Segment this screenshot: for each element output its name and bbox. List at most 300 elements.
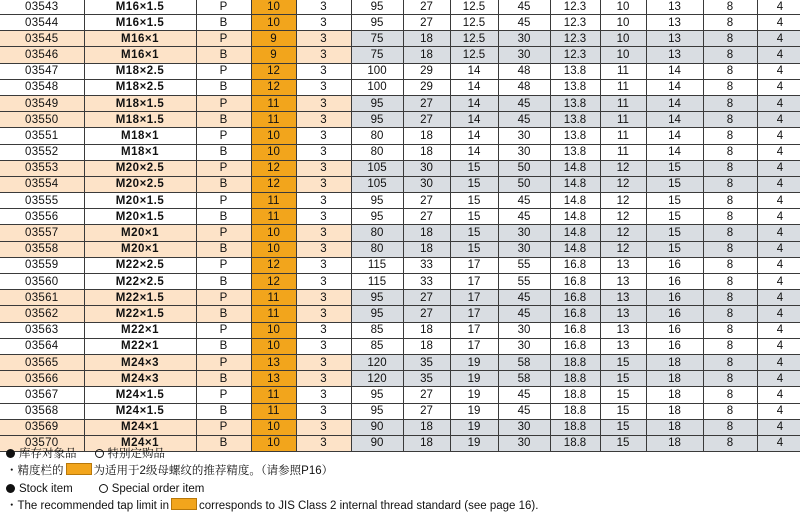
cell-value: 30 bbox=[403, 160, 450, 176]
cell-thread-size: M20×2.5 bbox=[84, 160, 196, 176]
special-order-icon bbox=[99, 484, 108, 493]
cell-type: P bbox=[196, 225, 251, 241]
cell-value: 8 bbox=[703, 95, 757, 111]
cell-item-code: 03566 bbox=[0, 371, 84, 387]
table-row bbox=[0, 371, 800, 387]
cell-value: 3 bbox=[296, 193, 351, 209]
cell-value: 18.8 bbox=[550, 354, 600, 370]
cell-value: 45 bbox=[498, 193, 550, 209]
cell-value: 95 bbox=[351, 387, 403, 403]
cell-type: P bbox=[196, 257, 251, 273]
cell-value: 4 bbox=[757, 403, 800, 419]
cell-value: 18.8 bbox=[550, 403, 600, 419]
cell-value: 13 bbox=[600, 306, 646, 322]
cell-value: 8 bbox=[703, 176, 757, 192]
cell-tap-limit: 10 bbox=[251, 0, 296, 15]
cell-value: 115 bbox=[351, 274, 403, 290]
cell-item-code: 03552 bbox=[0, 144, 84, 160]
cell-value: 95 bbox=[351, 290, 403, 306]
cell-value: 27 bbox=[403, 193, 450, 209]
cell-tap-limit: 9 bbox=[251, 31, 296, 47]
table-row bbox=[0, 403, 800, 419]
cell-value: 30 bbox=[498, 419, 550, 435]
cell-value: 12.5 bbox=[450, 47, 498, 63]
table-row bbox=[0, 31, 800, 47]
cell-value: 4 bbox=[757, 274, 800, 290]
cell-value: 12 bbox=[600, 209, 646, 225]
cell-value: 90 bbox=[351, 419, 403, 435]
cell-value: 12.5 bbox=[450, 0, 498, 15]
cell-value: 18.8 bbox=[550, 435, 600, 451]
cell-value: 17 bbox=[450, 322, 498, 338]
cell-value: 13.8 bbox=[550, 144, 600, 160]
table-row bbox=[0, 290, 800, 306]
cell-value: 11 bbox=[600, 128, 646, 144]
cell-value: 55 bbox=[498, 257, 550, 273]
cell-thread-size: M18×1 bbox=[84, 144, 196, 160]
cell-value: 3 bbox=[296, 15, 351, 31]
cell-value: 14 bbox=[646, 95, 703, 111]
cell-value: 45 bbox=[498, 290, 550, 306]
cell-value: 15 bbox=[450, 193, 498, 209]
cell-value: 100 bbox=[351, 79, 403, 95]
cell-value: 4 bbox=[757, 63, 800, 79]
cell-value: 18 bbox=[403, 322, 450, 338]
cell-value: 75 bbox=[351, 47, 403, 63]
cell-type: B bbox=[196, 241, 251, 257]
cell-value: 95 bbox=[351, 403, 403, 419]
cell-item-code: 03561 bbox=[0, 290, 84, 306]
cell-value: 4 bbox=[757, 193, 800, 209]
cell-value: 18.8 bbox=[550, 371, 600, 387]
table-row bbox=[0, 193, 800, 209]
cell-value: 8 bbox=[703, 338, 757, 354]
cell-value: 16 bbox=[646, 306, 703, 322]
cell-item-code: 03558 bbox=[0, 241, 84, 257]
cell-value: 100 bbox=[351, 63, 403, 79]
cell-thread-size: M22×2.5 bbox=[84, 257, 196, 273]
cell-value: 8 bbox=[703, 31, 757, 47]
cell-value: 8 bbox=[703, 128, 757, 144]
cell-tap-limit: 11 bbox=[251, 193, 296, 209]
table-row bbox=[0, 144, 800, 160]
cell-tap-limit: 10 bbox=[251, 225, 296, 241]
cell-type: B bbox=[196, 306, 251, 322]
cell-value: 18 bbox=[403, 435, 450, 451]
cell-type: B bbox=[196, 112, 251, 128]
cell-value: 14.8 bbox=[550, 209, 600, 225]
cell-thread-size: M18×1.5 bbox=[84, 95, 196, 111]
cell-value: 18 bbox=[403, 47, 450, 63]
cell-thread-size: M18×2.5 bbox=[84, 79, 196, 95]
cell-value: 8 bbox=[703, 290, 757, 306]
table-row bbox=[0, 47, 800, 63]
cell-thread-size: M18×1 bbox=[84, 128, 196, 144]
cell-item-code: 03560 bbox=[0, 274, 84, 290]
cell-value: 8 bbox=[703, 322, 757, 338]
cell-tap-limit: 11 bbox=[251, 403, 296, 419]
cell-value: 4 bbox=[757, 419, 800, 435]
cell-value: 13.8 bbox=[550, 95, 600, 111]
cell-value: 16 bbox=[646, 322, 703, 338]
cell-item-code: 03564 bbox=[0, 338, 84, 354]
cell-value: 4 bbox=[757, 306, 800, 322]
cell-type: P bbox=[196, 31, 251, 47]
cell-value: 15 bbox=[450, 176, 498, 192]
legend-en-stock: Stock item bbox=[19, 483, 73, 495]
cell-value: 12 bbox=[600, 193, 646, 209]
cell-value: 17 bbox=[450, 306, 498, 322]
cell-type: P bbox=[196, 354, 251, 370]
cell-value: 16.8 bbox=[550, 274, 600, 290]
cell-value: 18.8 bbox=[550, 419, 600, 435]
cell-item-code: 03570 bbox=[0, 435, 84, 451]
cell-type: B bbox=[196, 209, 251, 225]
cell-thread-size: M24×1 bbox=[84, 435, 196, 451]
cell-type: P bbox=[196, 95, 251, 111]
cell-item-code: 03569 bbox=[0, 419, 84, 435]
legend-cn-line1 bbox=[6, 447, 796, 463]
cell-value: 45 bbox=[498, 112, 550, 128]
cell-value: 4 bbox=[757, 128, 800, 144]
cell-value: 4 bbox=[757, 160, 800, 176]
cell-value: 8 bbox=[703, 371, 757, 387]
cell-value: 45 bbox=[498, 95, 550, 111]
cell-value: 35 bbox=[403, 354, 450, 370]
cell-value: 3 bbox=[296, 79, 351, 95]
cell-value: 15 bbox=[646, 209, 703, 225]
cell-thread-size: M16×1 bbox=[84, 47, 196, 63]
cell-value: 85 bbox=[351, 322, 403, 338]
cell-value: 8 bbox=[703, 241, 757, 257]
cell-value: 15 bbox=[646, 160, 703, 176]
cell-value: 12 bbox=[600, 241, 646, 257]
cell-value: 13 bbox=[646, 47, 703, 63]
cell-value: 4 bbox=[757, 112, 800, 128]
table-row bbox=[0, 95, 800, 111]
cell-value: 14 bbox=[450, 79, 498, 95]
cell-value: 12.3 bbox=[550, 0, 600, 15]
cell-value: 45 bbox=[498, 0, 550, 15]
cell-item-code: 03547 bbox=[0, 63, 84, 79]
cell-value: 13.8 bbox=[550, 128, 600, 144]
cell-value: 8 bbox=[703, 144, 757, 160]
cell-value: 4 bbox=[757, 435, 800, 451]
cell-value: 120 bbox=[351, 354, 403, 370]
cell-value: 45 bbox=[498, 209, 550, 225]
cell-value: 15 bbox=[450, 209, 498, 225]
cell-thread-size: M22×1 bbox=[84, 322, 196, 338]
cell-tap-limit: 11 bbox=[251, 95, 296, 111]
legend-cn-prefix: ・精度栏的 bbox=[6, 464, 64, 477]
cell-value: 12.3 bbox=[550, 31, 600, 47]
cell-value: 18.8 bbox=[550, 387, 600, 403]
legend-en-prefix: ・The recommended tap limit in bbox=[6, 499, 169, 512]
cell-tap-limit: 11 bbox=[251, 306, 296, 322]
cell-value: 3 bbox=[296, 95, 351, 111]
cell-value: 4 bbox=[757, 95, 800, 111]
cell-value: 45 bbox=[498, 403, 550, 419]
cell-value: 50 bbox=[498, 160, 550, 176]
cell-value: 10 bbox=[600, 31, 646, 47]
cell-value: 30 bbox=[498, 241, 550, 257]
cell-value: 4 bbox=[757, 225, 800, 241]
cell-thread-size: M20×1.5 bbox=[84, 209, 196, 225]
cell-value: 45 bbox=[498, 15, 550, 31]
cell-value: 11 bbox=[600, 63, 646, 79]
cell-value: 4 bbox=[757, 176, 800, 192]
cell-thread-size: M24×3 bbox=[84, 371, 196, 387]
cell-value: 15 bbox=[600, 435, 646, 451]
cell-value: 15 bbox=[646, 176, 703, 192]
table-row bbox=[0, 241, 800, 257]
cell-item-code: 03550 bbox=[0, 112, 84, 128]
cell-value: 10 bbox=[600, 15, 646, 31]
cell-tap-limit: 10 bbox=[251, 338, 296, 354]
cell-value: 58 bbox=[498, 354, 550, 370]
cell-tap-limit: 10 bbox=[251, 322, 296, 338]
cell-value: 15 bbox=[600, 371, 646, 387]
cell-value: 3 bbox=[296, 354, 351, 370]
cell-thread-size: M22×2.5 bbox=[84, 274, 196, 290]
cell-value: 15 bbox=[646, 241, 703, 257]
cell-value: 4 bbox=[757, 0, 800, 15]
legend-en-suffix: corresponds to JIS Class 2 internal thread standard (see page 16). bbox=[198, 499, 539, 512]
cell-item-code: 03555 bbox=[0, 193, 84, 209]
table-row bbox=[0, 176, 800, 192]
cell-value: 4 bbox=[757, 338, 800, 354]
cell-value: 4 bbox=[757, 15, 800, 31]
cell-value: 14 bbox=[450, 128, 498, 144]
cell-value: 8 bbox=[703, 403, 757, 419]
cell-thread-size: M20×2.5 bbox=[84, 176, 196, 192]
cell-value: 18 bbox=[403, 419, 450, 435]
cell-item-code: 03553 bbox=[0, 160, 84, 176]
cell-thread-size: M20×1.5 bbox=[84, 193, 196, 209]
cell-type: P bbox=[196, 0, 251, 15]
cell-tap-limit: 10 bbox=[251, 241, 296, 257]
cell-tap-limit: 12 bbox=[251, 79, 296, 95]
cell-tap-limit: 11 bbox=[251, 209, 296, 225]
cell-item-code: 03565 bbox=[0, 354, 84, 370]
table-row bbox=[0, 354, 800, 370]
cell-type: B bbox=[196, 403, 251, 419]
cell-value: 30 bbox=[498, 338, 550, 354]
cell-thread-size: M16×1 bbox=[84, 31, 196, 47]
table-row bbox=[0, 387, 800, 403]
cell-type: P bbox=[196, 290, 251, 306]
cell-value: 8 bbox=[703, 79, 757, 95]
cell-value: 3 bbox=[296, 371, 351, 387]
table-row bbox=[0, 306, 800, 322]
cell-value: 27 bbox=[403, 95, 450, 111]
cell-value: 10 bbox=[600, 47, 646, 63]
cell-value: 16.8 bbox=[550, 257, 600, 273]
cell-value: 3 bbox=[296, 241, 351, 257]
cell-item-code: 03545 bbox=[0, 31, 84, 47]
cell-value: 19 bbox=[450, 419, 498, 435]
cell-value: 17 bbox=[450, 257, 498, 273]
cell-value: 3 bbox=[296, 403, 351, 419]
cell-value: 14.8 bbox=[550, 225, 600, 241]
cell-value: 105 bbox=[351, 176, 403, 192]
cell-value: 14.8 bbox=[550, 176, 600, 192]
cell-value: 13 bbox=[600, 257, 646, 273]
cell-type: B bbox=[196, 435, 251, 451]
cell-value: 3 bbox=[296, 0, 351, 15]
cell-tap-limit: 12 bbox=[251, 63, 296, 79]
cell-thread-size: M18×1.5 bbox=[84, 112, 196, 128]
cell-value: 13 bbox=[646, 31, 703, 47]
table-row bbox=[0, 419, 800, 435]
cell-value: 3 bbox=[296, 435, 351, 451]
cell-value: 3 bbox=[296, 112, 351, 128]
cell-tap-limit: 13 bbox=[251, 371, 296, 387]
cell-value: 30 bbox=[498, 144, 550, 160]
table-row bbox=[0, 257, 800, 273]
cell-value: 18 bbox=[646, 354, 703, 370]
cell-value: 3 bbox=[296, 209, 351, 225]
cell-value: 18 bbox=[646, 435, 703, 451]
cell-value: 14 bbox=[450, 95, 498, 111]
table-row bbox=[0, 338, 800, 354]
cell-item-code: 03554 bbox=[0, 176, 84, 192]
cell-value: 13 bbox=[600, 338, 646, 354]
cell-value: 29 bbox=[403, 63, 450, 79]
cell-value: 95 bbox=[351, 193, 403, 209]
cell-value: 30 bbox=[498, 47, 550, 63]
legend-notes bbox=[6, 447, 796, 514]
cell-value: 3 bbox=[296, 274, 351, 290]
cell-tap-limit: 12 bbox=[251, 274, 296, 290]
cell-value: 16 bbox=[646, 274, 703, 290]
cell-item-code: 03568 bbox=[0, 403, 84, 419]
cell-value: 8 bbox=[703, 306, 757, 322]
cell-value: 15 bbox=[450, 160, 498, 176]
cell-value: 13 bbox=[646, 0, 703, 15]
cell-value: 3 bbox=[296, 63, 351, 79]
cell-value: 3 bbox=[296, 128, 351, 144]
cell-type: P bbox=[196, 387, 251, 403]
cell-value: 14 bbox=[646, 144, 703, 160]
cell-thread-size: M22×1.5 bbox=[84, 290, 196, 306]
cell-value: 27 bbox=[403, 15, 450, 31]
cell-value: 8 bbox=[703, 257, 757, 273]
cell-value: 4 bbox=[757, 47, 800, 63]
cell-value: 19 bbox=[450, 354, 498, 370]
cell-value: 3 bbox=[296, 419, 351, 435]
cell-type: B bbox=[196, 176, 251, 192]
cell-value: 27 bbox=[403, 387, 450, 403]
cell-item-code: 03546 bbox=[0, 47, 84, 63]
cell-value: 80 bbox=[351, 144, 403, 160]
cell-value: 16 bbox=[646, 290, 703, 306]
cell-value: 115 bbox=[351, 257, 403, 273]
cell-value: 120 bbox=[351, 371, 403, 387]
cell-value: 15 bbox=[450, 241, 498, 257]
cell-value: 8 bbox=[703, 274, 757, 290]
cell-value: 95 bbox=[351, 15, 403, 31]
cell-thread-size: M18×2.5 bbox=[84, 63, 196, 79]
cell-tap-limit: 12 bbox=[251, 176, 296, 192]
cell-value: 45 bbox=[498, 387, 550, 403]
cell-value: 48 bbox=[498, 63, 550, 79]
cell-item-code: 03548 bbox=[0, 79, 84, 95]
cell-value: 80 bbox=[351, 241, 403, 257]
cell-value: 4 bbox=[757, 79, 800, 95]
cell-value: 4 bbox=[757, 241, 800, 257]
cell-value: 8 bbox=[703, 193, 757, 209]
cell-value: 15 bbox=[450, 225, 498, 241]
cell-value: 29 bbox=[403, 79, 450, 95]
cell-value: 27 bbox=[403, 0, 450, 15]
cell-value: 4 bbox=[757, 31, 800, 47]
cell-value: 14.8 bbox=[550, 193, 600, 209]
cell-value: 12.3 bbox=[550, 47, 600, 63]
cell-value: 35 bbox=[403, 371, 450, 387]
cell-value: 11 bbox=[600, 112, 646, 128]
cell-type: B bbox=[196, 47, 251, 63]
cell-thread-size: M20×1 bbox=[84, 225, 196, 241]
cell-type: B bbox=[196, 274, 251, 290]
cell-item-code: 03562 bbox=[0, 306, 84, 322]
cell-value: 3 bbox=[296, 322, 351, 338]
cell-value: 4 bbox=[757, 371, 800, 387]
cell-value: 8 bbox=[703, 160, 757, 176]
table-row bbox=[0, 209, 800, 225]
legend-cn-stock: 库存对象品 bbox=[19, 448, 77, 460]
cell-type: P bbox=[196, 193, 251, 209]
cell-value: 15 bbox=[646, 225, 703, 241]
cell-value: 33 bbox=[403, 257, 450, 273]
cell-type: P bbox=[196, 160, 251, 176]
table-row bbox=[0, 128, 800, 144]
cell-value: 19 bbox=[450, 403, 498, 419]
cell-type: B bbox=[196, 15, 251, 31]
table-row bbox=[0, 79, 800, 95]
cell-value: 3 bbox=[296, 387, 351, 403]
cell-tap-limit: 9 bbox=[251, 47, 296, 63]
cell-value: 27 bbox=[403, 306, 450, 322]
cell-value: 3 bbox=[296, 144, 351, 160]
cell-value: 95 bbox=[351, 95, 403, 111]
table-row bbox=[0, 0, 800, 15]
cell-item-code: 03556 bbox=[0, 209, 84, 225]
cell-value: 8 bbox=[703, 0, 757, 15]
cell-thread-size: M20×1 bbox=[84, 241, 196, 257]
cell-value: 4 bbox=[757, 209, 800, 225]
cell-value: 3 bbox=[296, 225, 351, 241]
cell-value: 15 bbox=[646, 193, 703, 209]
cell-item-code: 03551 bbox=[0, 128, 84, 144]
cell-value: 14 bbox=[646, 128, 703, 144]
cell-value: 18 bbox=[646, 371, 703, 387]
cell-value: 8 bbox=[703, 47, 757, 63]
cell-value: 14 bbox=[450, 112, 498, 128]
cell-value: 18 bbox=[403, 31, 450, 47]
cell-thread-size: M22×1.5 bbox=[84, 306, 196, 322]
cell-value: 18 bbox=[403, 225, 450, 241]
cell-value: 8 bbox=[703, 63, 757, 79]
table-row bbox=[0, 225, 800, 241]
table-row bbox=[0, 15, 800, 31]
cell-thread-size: M16×1.5 bbox=[84, 0, 196, 15]
cell-thread-size: M16×1.5 bbox=[84, 15, 196, 31]
cell-value: 27 bbox=[403, 290, 450, 306]
cell-value: 4 bbox=[757, 257, 800, 273]
cell-item-code: 03559 bbox=[0, 257, 84, 273]
cell-value: 80 bbox=[351, 128, 403, 144]
